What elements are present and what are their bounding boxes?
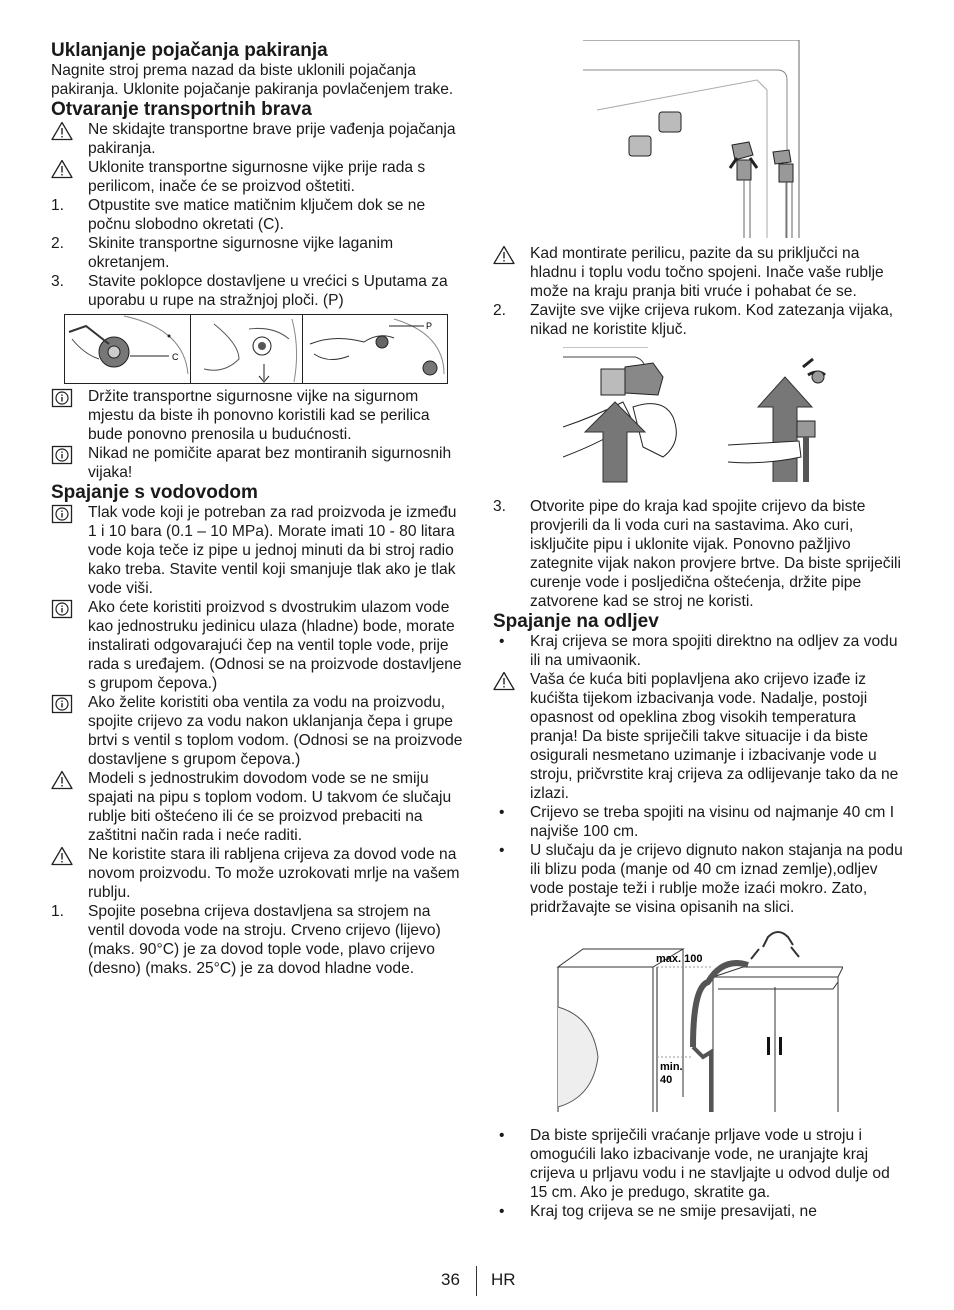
warning-item: Ne skidajte transportne brave prije vađenja pojačanja pakiranja. xyxy=(51,120,463,158)
warning-item: Uklonite transportne sigurnosne vijke prije rada s perilicom, inače će se proizvod oštetiti. xyxy=(51,158,463,196)
info-item: Nikad ne pomičite aparat bez montiranih sigurnosnih vijaka! xyxy=(51,444,463,482)
page-number: 36 xyxy=(441,1270,460,1289)
numbered-step: 2. Skinite transportne sigurnosne vijke laganim okretanjem. xyxy=(51,235,394,271)
label-min-40: 40 xyxy=(660,1074,673,1086)
warning-icon xyxy=(493,671,515,691)
warning-icon xyxy=(51,159,73,179)
warning-item: Ne koristite stara ili rabljena crijeva za dovod vode na novom proizvodu. To može uzrokovati mrlje na vašem rublju. xyxy=(51,845,463,902)
warning-item: Kad montirate perilicu, pazite da su priključci na hladnu i toplu vodu točno spojeni. Inače vaše rublje može na kraju pranja biti vruće i pohabat će se. xyxy=(493,244,903,301)
info-item: Ako želite koristiti oba ventila za vodu na proizvodu, spojite crijevo za vodu nakon uklanjanja čepa i grupe brtvi s ventil s toplom vodom. (Odnosi se na proizvode dostavljene s grupom čepova.) xyxy=(51,693,463,769)
transport-bolts-figure xyxy=(64,314,448,384)
info-item: Ako ćete koristiti proizvod s dvostrukim ulazom vode kao jednostruku jedinicu ulaza (hladne) bode, morate instalirati odgovarajući čep na ventil tople vode, prije rada s uređajem. (Odnosi se na proizvode dostavljene s grupom čepova.) xyxy=(51,598,463,693)
inlet-valves-figure xyxy=(577,40,807,238)
numbered-step: 3. Stavite poklopce dostavljene u vrećici s Uputama za uporabu u rupe na stražnjoj ploči. (P) xyxy=(51,273,448,309)
numbered-step: 2. Zavijte sve vijke crijeva rukom. Kod zatezanja vijaka, nikad ne koristite ključ. xyxy=(493,302,894,338)
warning-item: Modeli s jednostrukim dovodom vode se ne smiju spajati na pipu s toplom vodom. U takvom će slučaju rublje biti oštećeno ili će se proizvod prebaciti na zaštitni način rada i neće raditi. xyxy=(51,769,463,845)
numbered-step: 1. Otpustite sve matice matičnim ključem dok se ne počnu slobodno okretati (C). xyxy=(51,197,426,233)
bullet-item: • Kraj crijeva se mora spojiti direktno na odljev za vodu ili na umivaonik. xyxy=(499,633,898,669)
info-icon xyxy=(51,445,73,465)
label-max-100: max. 100 xyxy=(656,953,703,965)
section-title-drain: Spajanje na odljev xyxy=(493,611,659,632)
section-title-water-supply: Spajanje s vodovodom xyxy=(51,482,258,503)
language-code: HR xyxy=(491,1270,516,1289)
info-icon xyxy=(51,388,73,408)
hose-tighten-figure xyxy=(563,347,833,487)
label-c: C xyxy=(172,352,179,362)
footer-divider xyxy=(476,1266,477,1296)
warning-item: Vaša će kuća biti poplavljena ako crijevo izađe iz kućišta tijekom izbacivanja vode. Nadalje, postoji opasnost od opeklina zbog visokih temperatura pranja! Da biste spriječili takve situacije i da biste osigurali nesmetano uzimanje i izbacivanje vode u stroju, pričvrstite kraj crijeva za odlijevanje tako da ne izlazi. xyxy=(493,670,903,803)
warning-icon xyxy=(51,121,73,141)
warning-icon xyxy=(51,770,73,790)
info-icon xyxy=(51,504,73,524)
warning-icon xyxy=(493,245,515,265)
info-icon xyxy=(51,694,73,714)
bullet-item: • Crijevo se treba spojiti na visinu od najmanje 40 cm I najviše 100 cm. xyxy=(499,804,895,840)
info-icon xyxy=(51,599,73,619)
info-item: Držite transportne sigurnosne vijke na sigurnom mjestu da biste ih ponovno koristili kad se perilica bude ponovno prenosila u budućnosti. xyxy=(51,387,463,444)
drain-height-figure xyxy=(553,927,843,1112)
label-p: P xyxy=(426,321,433,331)
numbered-step: 1. Spojite posebna crijeva dostavljena sa strojem na ventil dovoda vode na stroju. Crveno crijevo (lijevo) (maks. 90°C) je za dovod tople vode, plavo crijevo (desno) (maks. 25°C) je za dovod hladne vode. xyxy=(51,903,441,977)
info-item: Tlak vode koji je potreban za rad proizvoda je između 1 i 10 bara (0.1 – 10 MPa). Morate imati 10 - 80 litara vode koja teče iz pipe u jednoj minuti da bi stroj radio kako treba. Stavite ventil koji smanjuje tlak ako je tlak vode viši. xyxy=(51,503,463,598)
label-min: min. xyxy=(660,1061,683,1073)
section-title-transport-locks: Otvaranje transportnih brava xyxy=(51,99,312,120)
bullet-item: • Kraj tog crijeva se ne smije presavijati, ne xyxy=(499,1203,817,1220)
bullet-item: • U slučaju da je crijevo dignuto nakon stajanja na podu ili blizu poda (manje od 40 cm iznad zemlje),odljev vode postaje teži i rublje može izaći mokro. Zato, pridržavajte se visina opisanih na slici. xyxy=(499,842,903,916)
left-column xyxy=(51,40,463,978)
right-column xyxy=(493,40,903,1221)
bullet-item: • Da biste spriječili vraćanje prljave vode u stroju i omogućili lako izbacivanje vode, ne uranjajte kraj crijeva u prljavu vodu i ne stavljajte u odvod dulje od 15 cm. Ako je predugo, skratite ga. xyxy=(499,1127,890,1201)
section-title-packing: Uklanjanje pojačanja pakiranja xyxy=(51,40,328,61)
numbered-step: 3. Otvorite pipe do kraja kad spojite crijevo da biste provjerili da li voda curi na sastavima. Ako curi, isključite pipu i uklonite vijak. Ponovno pažljivo zategnite vijak nakon provjere brtve. Da biste spriječili curenje vode i posljedična oštećenja, držite pipe zatvorene kad se stroj ne koristi. xyxy=(493,498,901,610)
warning-icon xyxy=(51,846,73,866)
paragraph-packing: Nagnite stroj prema nazad da biste uklonili pojačanja pakiranja. Uklonite pojačanje pakiranja povlačenjem trake. xyxy=(51,62,454,98)
